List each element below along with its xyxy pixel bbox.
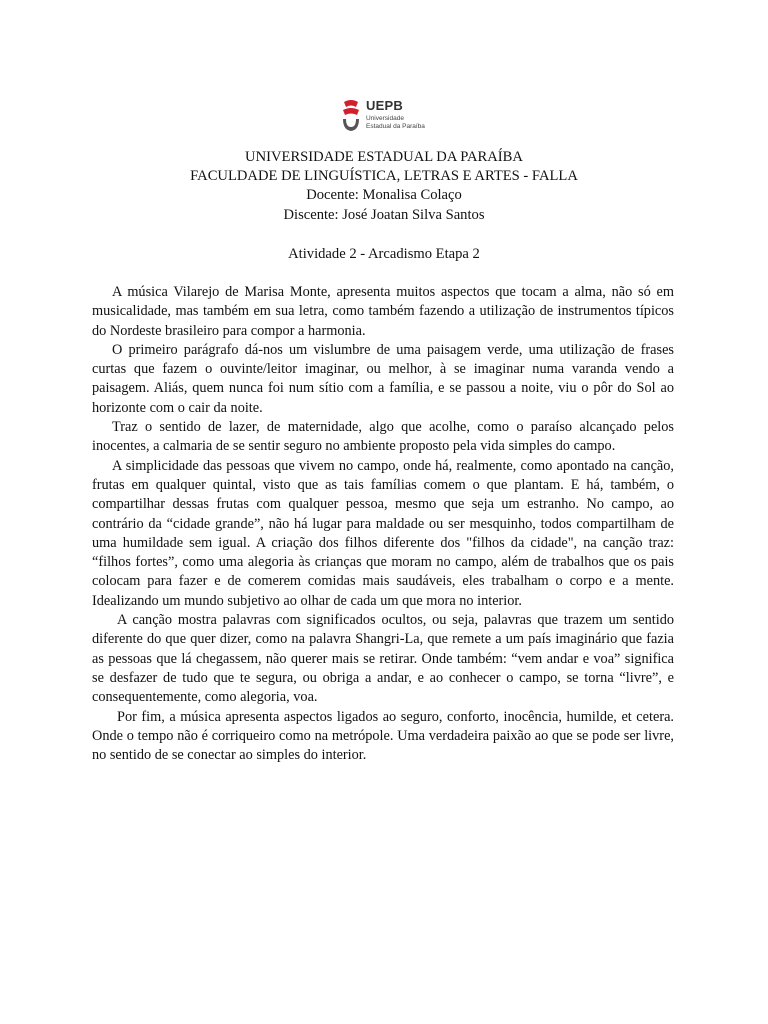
uepb-emblem-icon <box>340 98 362 134</box>
paragraph-6: Por fim, a música apresenta aspectos ligados ao seguro, conforto, inocência, humilde, et cetera. Onde o tempo não é corriqueiro como na metrópole. Uma verdadeira paixão ao que se pode ser livre, no sentido de se conectar ao simples do interior. <box>92 708 674 764</box>
paragraph-2: O primeiro parágrafo dá-nos um vislumbre de uma paisagem verde, uma utilização de frases curtas que fazem o ouvinte/leitor imaginar, ou melhor, à se imaginar numa varanda vendo a paisagem. Aliás, quem nunca foi num sítio com a família, e se passou a noite, viu o pôr do Sol ao horizonte com o cair da noite. <box>92 341 674 416</box>
faculty-name: FACULDADE DE LINGUÍSTICA, LETRAS E ARTES - FALLA <box>190 168 578 185</box>
essay-body <box>92 283 674 765</box>
paragraph-3: Traz o sentido de lazer, de maternidade, algo que acolhe, como o paraíso alcançado pelos inocentes, a calmaria de se sentir seguro no ambiente proposto pela vida simples do campo. <box>92 419 674 455</box>
paragraph-5: A canção mostra palavras com significados ocultos, ou seja, palavras que trazem um sentido diferente do que quer dizer, como na palavra Shangri-La, que remete a um país imaginário que fazia as pessoas que lá chegassem, não querer mais se retirar. Onde também: “vem andar e voa” significa se desfazer de tudo que te segura, ou obriga a andar, e ao conhecer o campo, se torna “livre”, e consequentemente, como alegoria, voa. <box>92 612 674 706</box>
logo-subtitle-line1: Universidade <box>366 115 404 122</box>
activity-title: Atividade 2 - Arcadismo Etapa 2 <box>288 246 480 262</box>
paragraph-1: A música Vilarejo de Marisa Monte, apresenta muitos aspectos que tocam a alma, não só em musicalidade, mas também em sua letra, como também fazendo a utilização de instrumentos típicos do Nordeste brasileiro para compor a harmonia. <box>92 284 674 339</box>
university-logo <box>340 98 440 136</box>
document-header <box>0 148 768 225</box>
logo-subtitle-line2: Estadual da Paraíba <box>366 123 425 130</box>
student-name: Discente: José Joatan Silva Santos <box>283 206 485 223</box>
logo-name: UEPB <box>366 98 403 113</box>
paragraph-4: A simplicidade das pessoas que vivem no campo, onde há, realmente, como apontado na canção, frutas em qualquer quintal, visto que as tais famílias comem o que plantam. E há, também, o compartilhar dessas frutas com qualquer pessoa, mesmo que seja um estranho. No campo, ao contrário da “cidade grande”, não há lugar para maldade ou ser mesquinho, todos compartilham de uma humildade sem igual. A criação dos filhos diferente dos "filhos da cidade", na canção traz: “filhos fortes”, como uma alegoria às crianças que moram no campo, além de trabalhos que os pais colocam para fazer e de comerem comidas mais saudáveis, eles trabalham o corpo e a mente. Idealizando um mundo subjetivo ao olhar de cada um que mora no interior. <box>92 457 674 609</box>
teacher-name: Docente: Monalisa Colaço <box>306 187 462 204</box>
university-name: UNIVERSIDADE ESTADUAL DA PARAÍBA <box>245 149 523 165</box>
